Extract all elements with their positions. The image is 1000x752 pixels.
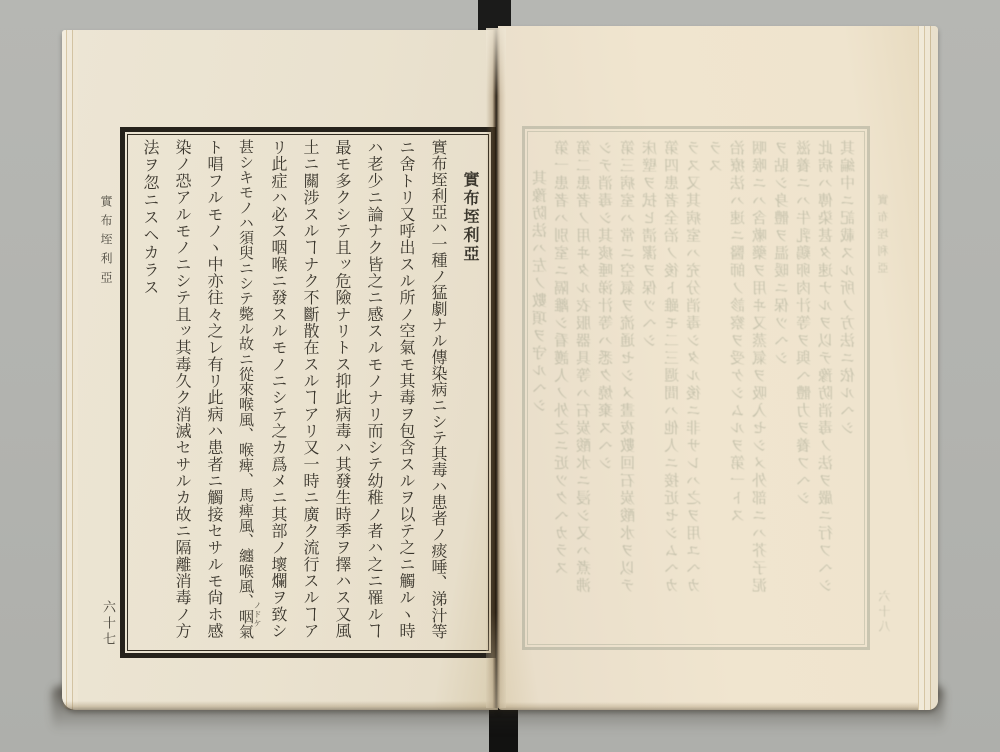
- bleedthrough-column: シテ消毒シ其痰唾涕汁等ハ悉ク燒棄スヘシ: [599, 140, 615, 473]
- text-border-frame: [120, 127, 496, 658]
- bleedthrough-column: ヲ貼シ身體ヲ温暖ニ保ツヘシ: [775, 140, 791, 368]
- text-column: 甚シキモノハ須臾ニシテ斃ル故ニ從來喉風、喉痺、馬痺風、纏喉風、咽氣: [237, 139, 253, 639]
- text-column: ハ老少ニ論ナク皆之ニ感スルモノナリ而シテ幼稚ノ者ハ之ニ罹ルヿ: [365, 139, 382, 640]
- margin-chapter-title: 實布垤利亞: [99, 195, 113, 290]
- text-column: ト唱フルモノヽ中亦往々之レ有リ此病ハ患者ニ觸接セサルモ尙ホ感: [205, 139, 222, 640]
- bleedthrough-column: 其編中ニ記載スル所ノ方法ニ依ルヘシ: [841, 140, 857, 438]
- left-page: [62, 30, 498, 710]
- bleedthrough-column: 第四患者全治ノ後ト雖モ二三週間ハ他人ニ接近セシムヘカ: [665, 140, 681, 595]
- vertical-text-block: [131, 139, 485, 646]
- bleedthrough-column: 滋養ニハ牛乳鷄卵肉汁等ヲ與ヘ體力ヲ養フヘシ: [797, 140, 813, 508]
- text-column: ニ舍トリ又呼出スル所ノ空氣モ其毒ヲ包含スルヲ以テ之ニ觸ルヽ時: [397, 139, 414, 640]
- section-heading: 實布垤利亞: [461, 171, 478, 264]
- text-column: 法ヲ忽ニスヘカラス: [141, 139, 158, 297]
- bleedthrough-column: 第一患者ハ別室ニ隔離シ看護人ノ外之ニ近ツクヘカラス: [555, 140, 571, 578]
- bleedthrough-page-number: 六十八: [878, 590, 892, 635]
- text-column: 最モ多クシテ且ッ危險ナリトス抑此病毒ハ其發生時季ヲ擇ハス又風: [333, 139, 350, 640]
- text-column: 土ニ關涉スルヿナク不斷散在スルヿアリ又一時ニ廣ク流行スルヿア: [301, 139, 318, 640]
- right-page: [498, 26, 938, 710]
- bleedthrough-column: 其豫防法ハ左ノ數項ヲ守ルヘシ: [533, 170, 549, 415]
- bleedthrough-column: 此病ハ傳染甚タ速ナルヲ以テ豫防消毒ノ法ヲ嚴ニ行フヘシ: [819, 140, 835, 595]
- text-column: 實布垤利亞ハ一種ノ猛劇ナル傳染病ニシテ其毒ハ患者ノ痰唾、涕汁等: [429, 139, 446, 640]
- bleedthrough-column: 第二患者ノ用ヰタル衣服器具等ハ石炭酸水ニ浸シ又ハ煮沸: [577, 140, 593, 595]
- bleedthrough-column: 第三病室ハ常ニ空氣ヲ流通セシメ晝夜數回石炭酸水ヲ以テ: [621, 140, 637, 595]
- bleedthrough-column: ラス又其病室ハ充分消毒シタル後ニ非サレハ之ヲ用ユヘカ: [687, 140, 703, 595]
- furigana-annotation: ノドケ: [253, 601, 262, 628]
- bleedthrough-column: 床壁ヲ拭ヒ淸潔ヲ保ツヘシ: [643, 140, 659, 350]
- text-column: 染ノ恐アルモノニシテ且ッ其毒久ク消滅セサルカ故ニ隔離消毒ノ方: [173, 139, 190, 640]
- bleedthrough-column: ラス: [709, 140, 725, 175]
- bleedthrough-column: 治療法ハ速ニ醫師ノ診察ヲ受ケシムルヲ第一トス: [731, 140, 747, 525]
- bleedthrough-margin-title: 實布垤利亞: [878, 194, 890, 279]
- text-column: リ此症ハ必ス咽喉ニ發スルモノニシテ之カ爲メニ其部ノ壞爛ヲ致シ: [269, 139, 286, 640]
- bleedthrough-text-block: [530, 140, 860, 638]
- bleedthrough-column: 咽喉ニハ含嗽藥ヲ用ヰ又蒸氣ヲ吸入セシメ外部ニハ芥子泥: [753, 140, 769, 595]
- page-number: 六十七: [101, 600, 116, 648]
